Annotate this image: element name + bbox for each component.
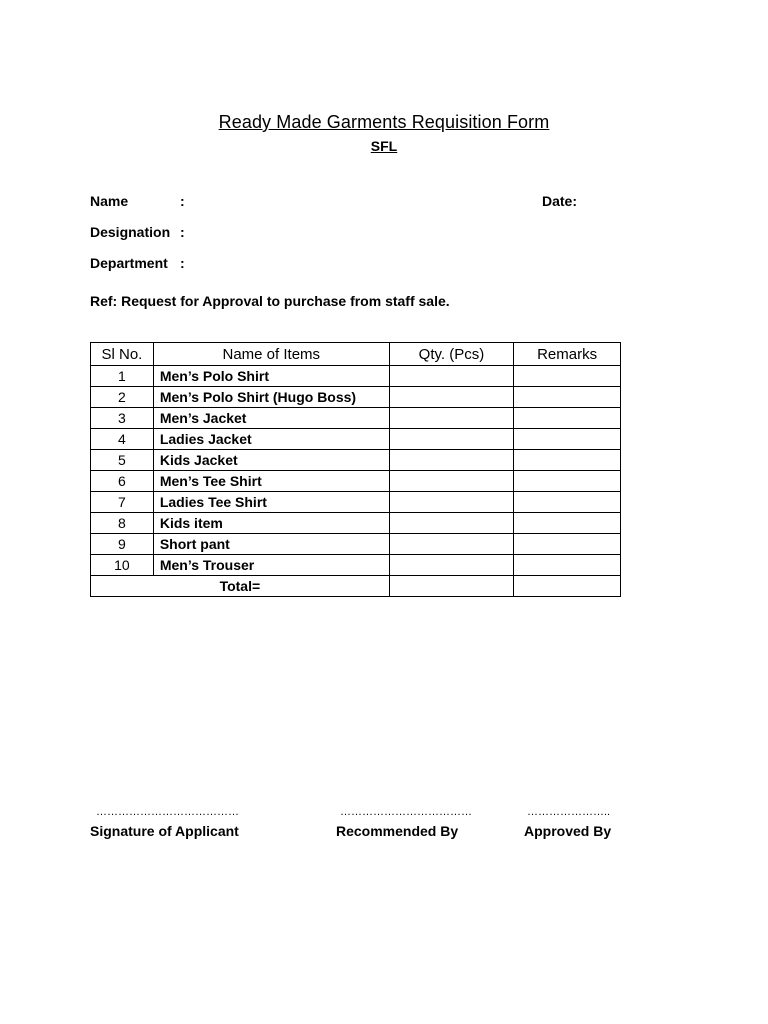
sl-cell: 3 (91, 408, 154, 429)
department-label: Department (90, 255, 168, 271)
sl-cell: 5 (91, 450, 154, 471)
total-label: Total= (91, 576, 390, 597)
designation-label: Designation (90, 224, 171, 240)
qty-cell[interactable] (389, 387, 514, 408)
table-row (91, 366, 621, 387)
qty-cell[interactable] (389, 513, 514, 534)
sl-cell: 9 (91, 534, 154, 555)
total-remarks-cell[interactable] (514, 576, 621, 597)
item-cell: Short pant (153, 534, 389, 555)
remarks-cell[interactable] (514, 450, 621, 471)
sl-cell: 8 (91, 513, 154, 534)
approved-by-label: Approved By (524, 823, 612, 839)
remarks-cell[interactable] (514, 366, 621, 387)
header-item-name: Name of Items (153, 343, 389, 366)
item-cell: Men’s Trouser (153, 555, 389, 576)
remarks-cell[interactable] (514, 471, 621, 492)
applicant-signature-label: Signature of Applicant (90, 823, 239, 839)
table-row (91, 555, 621, 576)
remarks-cell[interactable] (514, 408, 621, 429)
reference-line: Ref: Request for Approval to purchase from staff sale. (90, 293, 450, 309)
item-cell: Ladies Tee Shirt (153, 492, 389, 513)
qty-cell[interactable] (389, 492, 514, 513)
sl-cell: 2 (91, 387, 154, 408)
qty-cell[interactable] (389, 366, 514, 387)
table-row (91, 450, 621, 471)
qty-cell[interactable] (389, 429, 514, 450)
qty-cell[interactable] (389, 555, 514, 576)
item-cell: Men’s Polo Shirt (Hugo Boss) (153, 387, 389, 408)
remarks-cell[interactable] (514, 534, 621, 555)
item-cell: Men’s Jacket (153, 408, 389, 429)
form-title: Ready Made Garments Requisition Form (218, 112, 550, 132)
items-table (90, 342, 621, 597)
date-label: Date: (542, 193, 578, 209)
remarks-cell[interactable] (514, 555, 621, 576)
total-row (91, 576, 621, 597)
name-colon: : (180, 193, 185, 209)
remarks-cell[interactable] (514, 387, 621, 408)
table-row (91, 471, 621, 492)
designation-colon: : (180, 224, 185, 240)
table-row (91, 408, 621, 429)
sl-cell: 10 (91, 555, 154, 576)
item-cell: Men’s Tee Shirt (153, 471, 389, 492)
table-header-row (91, 343, 621, 366)
sl-cell: 1 (91, 366, 154, 387)
sl-cell: 4 (91, 429, 154, 450)
item-cell: Kids item (153, 513, 389, 534)
sl-cell: 7 (91, 492, 154, 513)
table-row (91, 429, 621, 450)
sl-cell: 6 (91, 471, 154, 492)
recommended-signature-line: ……………………………… (340, 806, 472, 818)
table-row (91, 492, 621, 513)
table-row (91, 513, 621, 534)
qty-cell[interactable] (389, 471, 514, 492)
header-sl-no: Sl No. (91, 343, 154, 366)
qty-cell[interactable] (389, 408, 514, 429)
remarks-cell[interactable] (514, 513, 621, 534)
item-cell: Ladies Jacket (153, 429, 389, 450)
qty-cell[interactable] (389, 450, 514, 471)
qty-cell[interactable] (389, 534, 514, 555)
applicant-signature-line: ………………………………… (96, 806, 239, 818)
name-label: Name (90, 193, 129, 209)
header-remarks: Remarks (514, 343, 621, 366)
remarks-cell[interactable] (514, 429, 621, 450)
item-cell: Men’s Polo Shirt (153, 366, 389, 387)
table-row (91, 387, 621, 408)
total-qty-cell[interactable] (389, 576, 514, 597)
department-colon: : (180, 255, 185, 271)
remarks-cell[interactable] (514, 492, 621, 513)
approved-signature-line: ………………….. (527, 806, 611, 818)
item-cell: Kids Jacket (153, 450, 389, 471)
recommended-by-label: Recommended By (336, 823, 459, 839)
header-qty: Qty. (Pcs) (389, 343, 514, 366)
form-subtitle: SFL (370, 138, 398, 154)
table-row (91, 534, 621, 555)
